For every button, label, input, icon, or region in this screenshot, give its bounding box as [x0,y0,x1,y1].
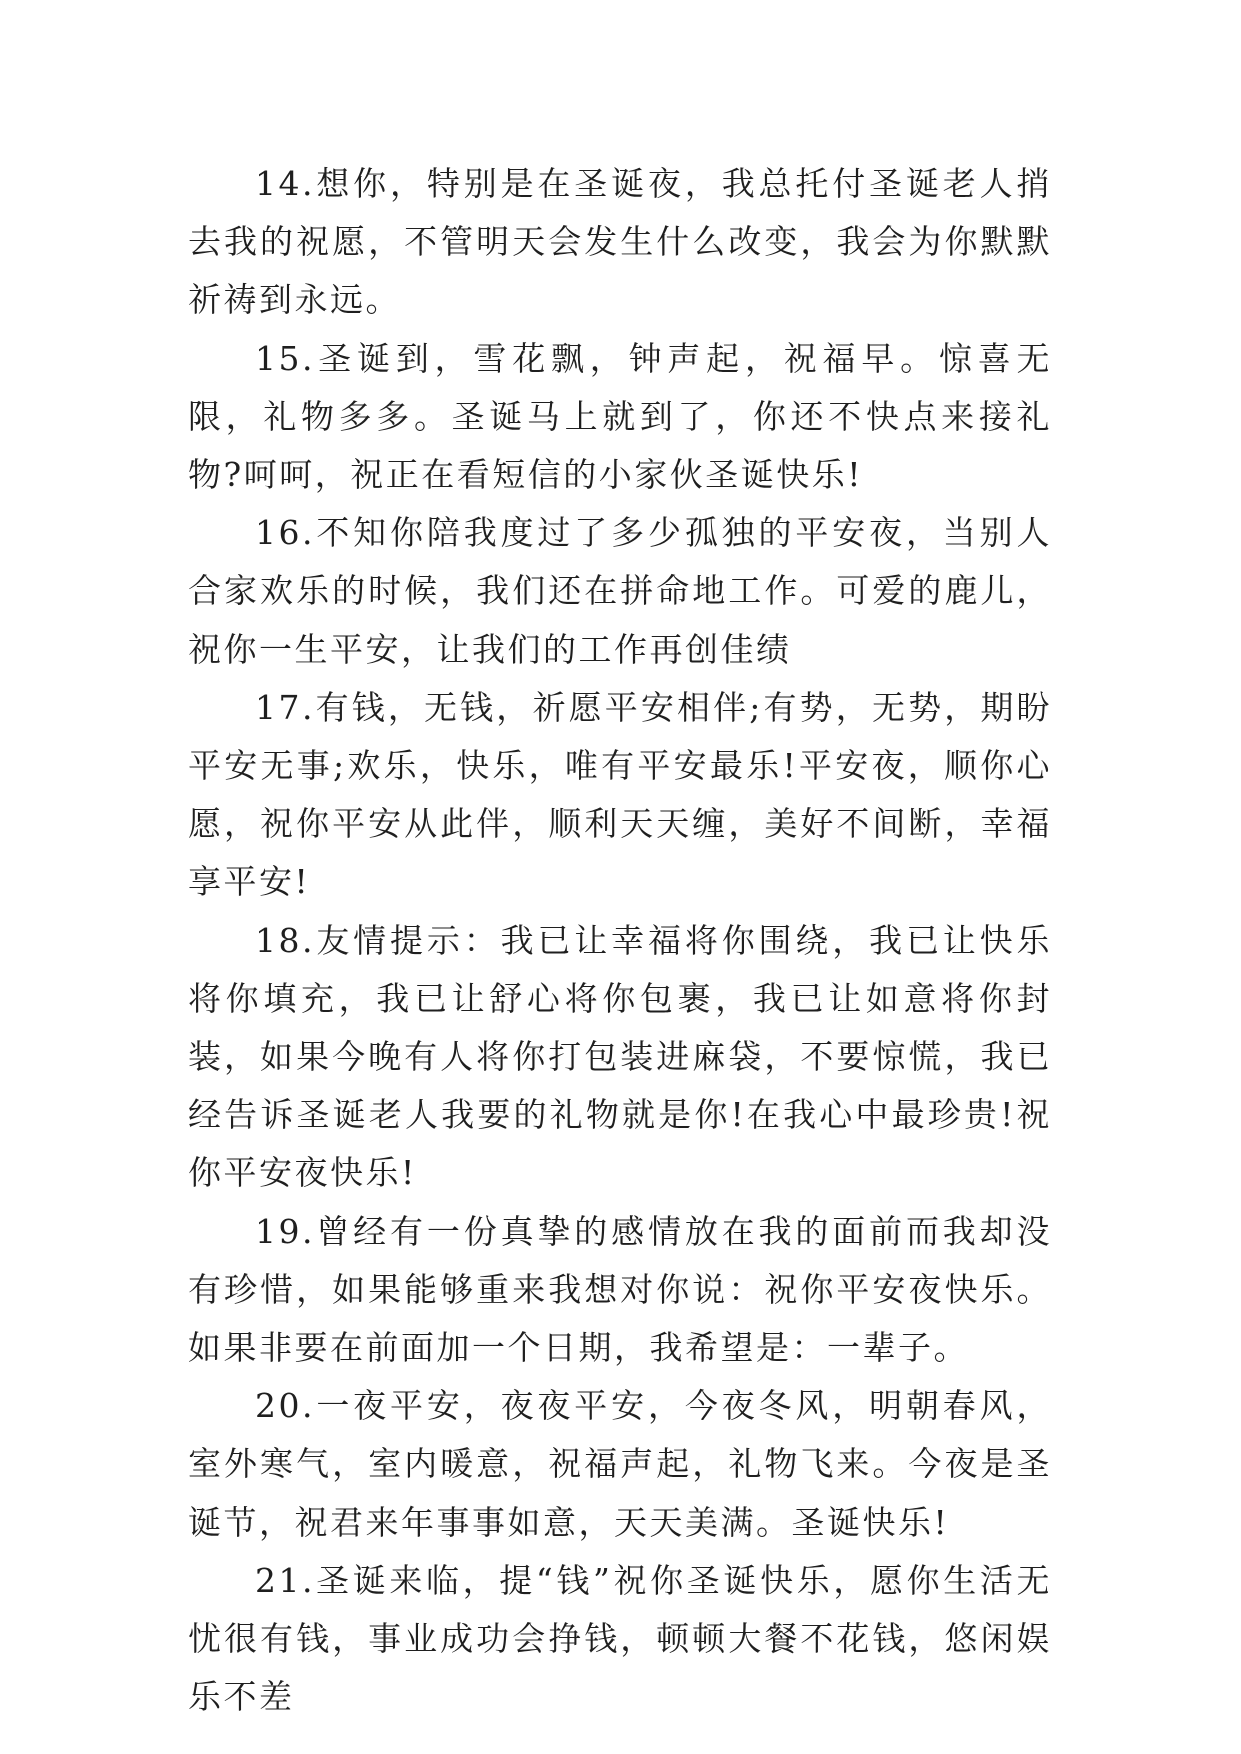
paragraph-21: 21.圣诞来临，提“钱”祝你圣诞快乐，愿你生活无忧很有钱，事业成功会挣钱，顿顿大餐不花钱，悠闲娱乐不差 [188,1560,1052,1717]
paragraph-14: 14.想你，特别是在圣诞夜，我总托付圣诞老人捎去我的祝愿，不管明天会发生什么改变，我会为你默默祈祷到永远。 [188,164,1052,320]
paragraph-15: 15.圣诞到，雪花飘，钟声起，祝福早。惊喜无限，礼物多多。圣诞马上就到了，你还不快点来接礼物?呵呵，祝正在看短信的小家伙圣诞快乐! [188,338,1052,495]
paragraph-18: 18.友情提示：我已让幸福将你围绕，我已让快乐将你填充，我已让舒心将你包裹，我已让如意将你封装，如果今晚有人将你打包装进麻袋，不要惊慌，我已经告诉圣诞老人我要的礼物就是你!在我心中最珍贵!祝你平安夜快乐! [188,920,1052,1193]
document-body [188,155,1052,1726]
paragraph-20: 20.一夜平安，夜夜平安，今夜冬风，明朝春风，室外寒气，室内暖意，祝福声起，礼物飞来。今夜是圣诞节，祝君来年事事如意，天天美满。圣诞快乐! [188,1386,1052,1542]
paragraph-17: 17.有钱，无钱，祈愿平安相伴;有势，无势，期盼平安无事;欢乐，快乐，唯有平安最乐!平安夜，顺你心愿，祝你平安从此伴，顺利天天缠，美好不间断，幸福享平安! [188,687,1052,902]
paragraph-19: 19.曾经有一份真挚的感情放在我的面前而我却没有珍惜，如果能够重来我想对你说：祝你平安夜快乐。如果非要在前面加一个日期，我希望是：一辈子。 [188,1211,1052,1368]
paragraph-16: 16.不知你陪我度过了多少孤独的平安夜，当别人合家欢乐的时候，我们还在拼命地工作。可爱的鹿儿，祝你一生平安，让我们的工作再创佳绩 [188,513,1052,669]
